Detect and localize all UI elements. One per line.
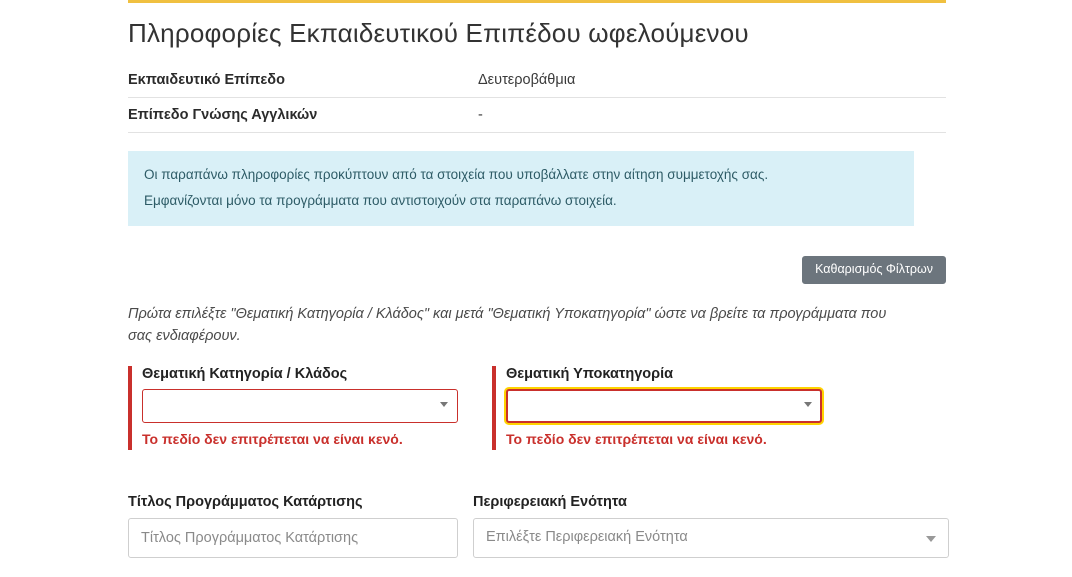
program-title-input[interactable] (128, 518, 458, 558)
notice-line-1: Οι παραπάνω πληροφορίες προκύπτουν από τα στοιχεία που υποβάλλατε στην αίτηση συμμετοχής σας. (144, 167, 769, 182)
notice-line-2: Εμφανίζονται μόνο τα προγράμματα που αντιστοιχούν στα παραπάνω στοιχεία. (144, 192, 617, 208)
thematic-category-error: Το πεδίο δεν επιτρέπεται να είναι κενό. (142, 430, 403, 447)
row-value: - (478, 107, 483, 123)
info-notice (128, 151, 914, 226)
education-info-table (128, 63, 946, 133)
table-row (128, 98, 946, 133)
regional-unit-label: Περιφερειακή Ενότητα (473, 493, 627, 510)
thematic-category-select-wrap[interactable] (142, 389, 458, 423)
chevron-down-icon (804, 402, 812, 407)
row-label: Εκπαιδευτικό Επίπεδο (128, 72, 285, 88)
thematic-subcategory-field (492, 366, 822, 447)
thematic-category-label: Θεματική Κατηγορία / Κλάδος (142, 365, 348, 382)
page-content (128, 0, 946, 574)
error-accent-bar (492, 366, 496, 450)
filter-hint-text: Πρώτα επιλέξτε "Θεματική Κατηγορία / Κλάδος" και μετά "Θεματική Υποκατηγορία" ώστε να βρείτε τα προγράμματα που σας ενδιαφέρουν. (128, 306, 887, 344)
row-value: Δευτεροβάθμια (478, 72, 576, 88)
thematic-subcategory-error: Το πεδίο δεν επιτρέπεται να είναι κενό. (506, 430, 767, 447)
program-title-field (128, 494, 458, 558)
regional-unit-select[interactable] (473, 518, 949, 558)
toolbar (128, 256, 946, 286)
thematic-subcategory-label: Θεματική Υποκατηγορία (506, 365, 674, 382)
clear-filters-button[interactable]: Καθαρισμός Φίλτρων (802, 256, 946, 284)
row-label: Επίπεδο Γνώσης Αγγλικών (128, 107, 318, 123)
regional-unit-placeholder: Επιλέξτε Περιφερειακή Ενότητα (486, 528, 688, 545)
category-filters-row (128, 366, 946, 476)
secondary-filters-row (128, 494, 946, 574)
table-row (128, 63, 946, 98)
error-accent-bar (128, 366, 132, 450)
thematic-category-field (128, 366, 458, 447)
chevron-down-icon (440, 402, 448, 407)
thematic-category-select[interactable] (142, 389, 458, 423)
thematic-subcategory-select-wrap[interactable] (506, 389, 822, 423)
chevron-down-icon (926, 536, 936, 542)
thematic-subcategory-select[interactable] (506, 389, 822, 423)
program-title-label: Τίτλος Προγράμματος Κατάρτισης (128, 493, 363, 510)
regional-unit-field (473, 494, 803, 558)
page-title: Πληροφορίες Εκπαιδευτικού Επιπέδου ωφελούμενου (128, 18, 749, 48)
